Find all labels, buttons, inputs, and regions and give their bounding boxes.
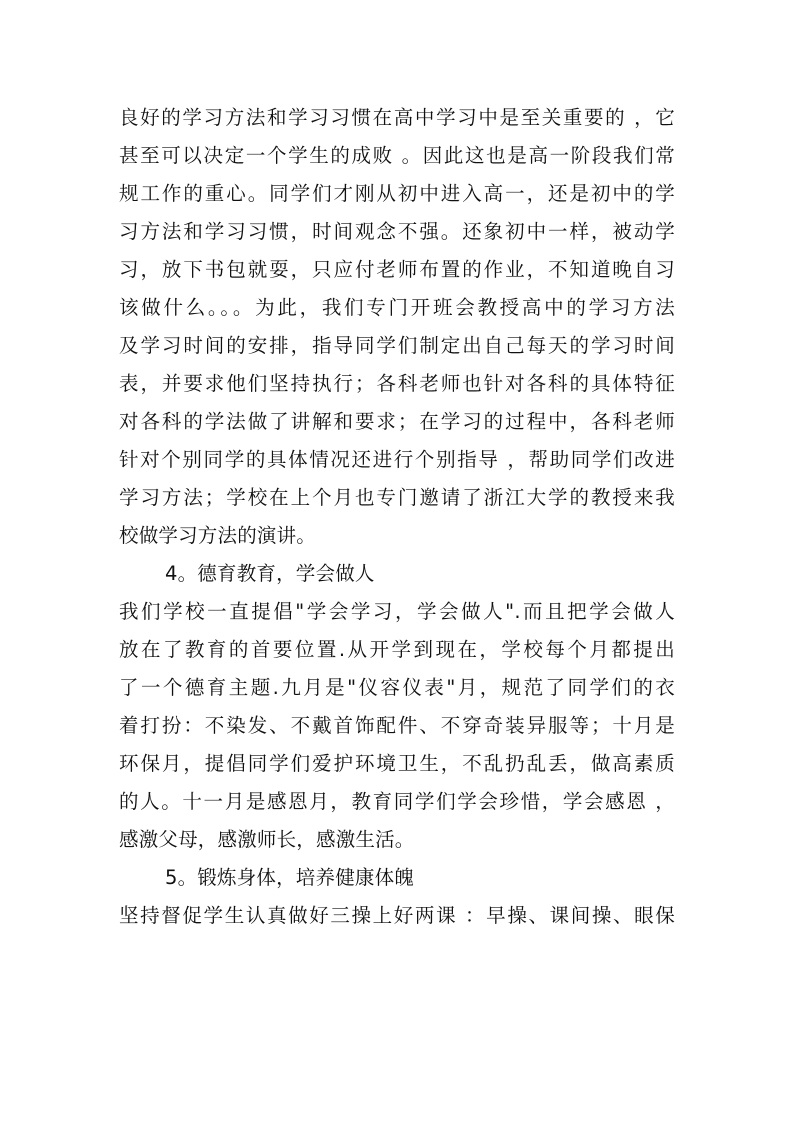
paragraph-line: 校做学习方法的演讲。	[119, 524, 317, 547]
paragraph-line: 习，放下书包就耍，只应付老师布置的作业，不知道晚自习	[119, 258, 675, 281]
paragraph-line: 我们学校一直提倡"学会学习，学会做人".而且把学会做人	[119, 600, 675, 623]
paragraph-line: 甚至可以决定一个学生的成败 。因此这也是高一阶段我们常	[119, 144, 675, 167]
paragraph-line: 该做什么。。。为此，我们专门开班会教授高中的学习方法	[119, 296, 675, 319]
paragraph-line: 习方法和学习习惯，时间观念不强。还象初中一样，被动学	[119, 220, 675, 243]
paragraph-line: 表，并要求他们坚持执行；各科老师也针对各科的具体特征	[119, 372, 675, 395]
paragraph-line: 环保月，提倡同学们爱护环境卫生，不乱扔乱丢，做高素质	[119, 752, 675, 775]
paragraph-line: 针对个别同学的具体情况还进行个别指导 ，帮助同学们改进	[119, 448, 675, 471]
paragraph-line: 及学习时间的安排，指导同学们制定出自己每天的学习时间	[119, 334, 675, 357]
paragraph-line: 学习方法；学校在上个月也专门邀请了浙江大学的教授来我	[119, 486, 675, 509]
section-heading-moral-education: 4。德育教育，学会做人	[165, 562, 375, 585]
paragraph-line: 着打扮：不染发、不戴首饰配件、不穿奇装异服等；十月是	[119, 714, 675, 737]
paragraph-line: 坚持督促学生认真做好三操上好两课 ：早操、课间操、眼保	[119, 904, 675, 927]
paragraph-line: 放在了教育的首要位置.从开学到现在，学校每个月都提出	[119, 638, 675, 661]
paragraph-line: 规工作的重心。同学们才刚从初中进入高一，还是初中的学	[119, 182, 675, 205]
section-heading-physical-exercise: 5。锻炼身体，培养健康体魄	[165, 866, 415, 889]
paragraph-line: 对各科的学法做了讲解和要求；在学习的过程中，各科老师	[119, 410, 675, 433]
paragraph-line: 的人。十一月是感恩月，教育同学们学会珍惜，学会感恩 ，	[119, 790, 675, 813]
paragraph-line: 了一个德育主题.九月是"仪容仪表"月，规范了同学们的衣	[119, 676, 675, 699]
paragraph-line: 良好的学习方法和学习习惯在高中学习中是至关重要的 ，它	[119, 106, 675, 129]
paragraph-line: 感激父母，感激师长，感激生活。	[119, 828, 415, 851]
